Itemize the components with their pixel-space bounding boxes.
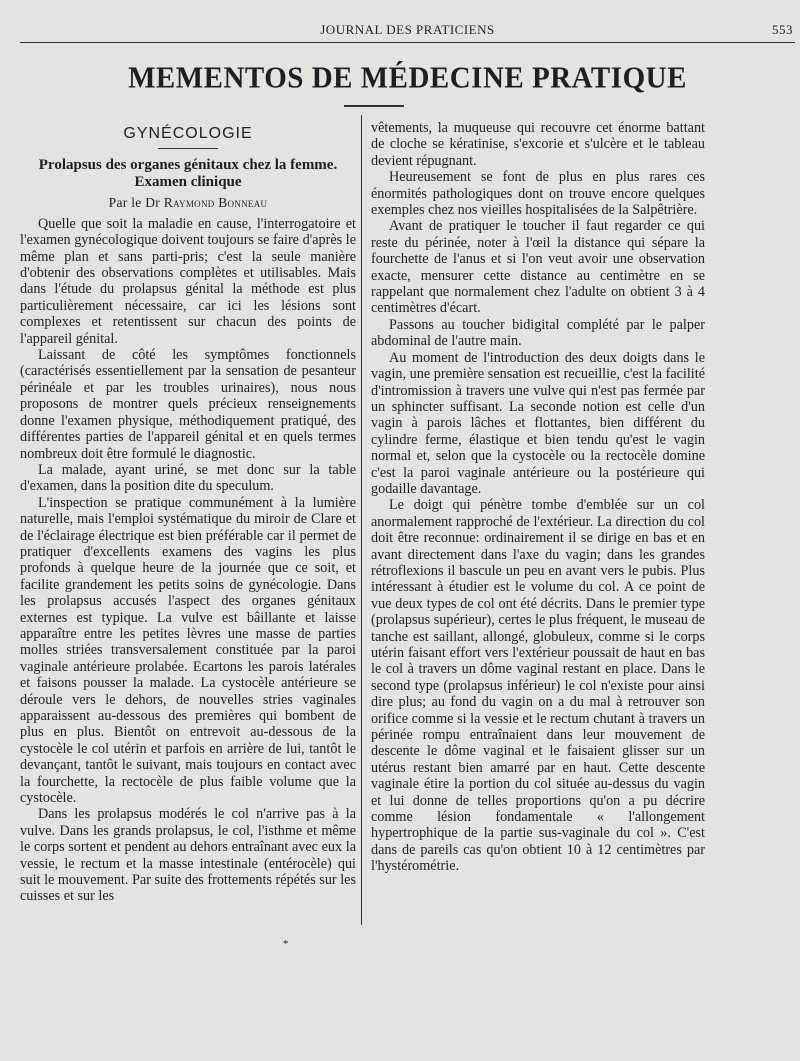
article-title <box>20 157 356 191</box>
byline <box>20 195 356 211</box>
page-number: 553 <box>772 22 793 37</box>
journal-title: JOURNAL DES PRATICIENS <box>320 22 495 37</box>
paragraph: Quelle que soit la maladie en cause, l'interrogatoire et l'examen gynécologique doivent toujours se faire d'après le même plan et sans parti-pris; c'est la seule manière d'obtenir des observations complètes et utilisables. Mais dans l'étude du prolapsus génital la méthode est plus particulièrement nécessaire, car ici les lésions sont complexes et retentissent sur chacun des points de l'appareil génital. <box>20 215 356 347</box>
paragraph: Laissant de côté les symptômes fonctionnels (caractérisés essentiellement par la sensation de pesanteur périnéale et par les troubles urinaires), nous nous proposons de montrer quels précieux renseignements donne l'examen physique, méthodiquement pratiqué, des différentes parties de l'appareil génital et en quels termes nombreux doit être formulé le diagnostic. <box>20 347 356 462</box>
left-column <box>20 120 356 905</box>
article-title-line2: Examen clinique <box>134 174 242 191</box>
paragraph: Heureusement se font de plus en plus rares ces énormités pathologiques dont on trouve encore quelques exemples chez nos vieilles hospitalisées de la Salpêtrière. <box>371 169 705 219</box>
header-rule <box>20 42 795 43</box>
section-heading: GYNÉCOLOGIE <box>123 125 253 142</box>
paragraph: Avant de pratiquer le toucher il faut regarder ce qui reste du périnée, noter à l'œil la distance qui sépare la fourchette de l'anus et si l'on veut avoir une observation exacte, mensurer cette distance au centimètre en se rappelant que normalement chez l'adulte on obtient 3 à 4 centimètres d'écart. <box>371 218 705 317</box>
paragraph: Le doigt qui pénètre tombe d'emblée sur un col anormalement rapproché de l'extérieur. La direction du col doit être reconnue: ordinairement il se dirige en bas et en avant directement dans l'axe du vagin; dans les grandes rétroflexions il bascule un peu en avant vers le pubis. Plus intéressant à étudier est le volume du col. A ce point de vue deux types de col ont été décrits. Dans le premier type (prolapsus supérieur), certes le plus fréquent, le museau de tanche est saillant, allongé, globuleux, comme si le corps utérin faisant effort vers l'extérieur poussait de haut en bas le col à travers un dôme vaginal restant en place. Dans le second type (prolapsus inférieur) le col n'existe pour ainsi dire plus; au fond du vagin on a du mal à retrouver son orifice comme si la vessie et le rectum chutant à travers un périnée rompu entraînaient dans leur mouvement de descente le dôme vaginal et le faisaient glisser sur un utérus restant bien amarré par en haut. Cette descente vaginale étire la portion du col située au-dessus du vagin et lui donne de telles proportions qu'on a pu décrire comme lésion fondamentale « l'allongement hypertrophique de la partie sus-vaginale du col ». C'est dans de pareils cas qu'on obtient 10 à 12 centimètres par l'hystérométrie. <box>371 497 705 875</box>
paragraph-continued: vêtements, la muqueuse qui recouvre cet énorme battant de cloche se kératinise, s'excorie et s'ulcère et le tableau devient répugnant. <box>371 120 705 169</box>
column-divider <box>361 115 362 925</box>
byline-prefix: Par le Dr <box>108 195 161 211</box>
article-title-line1: Prolapsus des organes génitaux chez la femme. <box>38 157 338 174</box>
footer-mark: * <box>283 938 289 950</box>
byline-author: Raymond Bonneau <box>163 195 268 211</box>
paragraph: Passons au toucher bidigital complété par le palper abdominal de l'autre main. <box>371 316 705 350</box>
section-rule <box>158 148 218 149</box>
paragraph: Au moment de l'introduction des deux doigts dans le vagin, une première sensation est recueillie, c'est la facilité d'intromission à travers une vulve qui n'est pas fermée par un sphincter suffisant. La seconde notion est celle d'un vagin à parois lâches et flottantes, bien différent du cylindre ferme, élastique et bien tendu qu'est le vagin normal et, selon que la cystocèle ou la rectocèle domine c'est la paroi vaginale antérieure ou la postérieure qui godaille davantage. <box>371 349 705 497</box>
paragraph: L'inspection se pratique communément à la lumière naturelle, mais l'emploi systématique du miroir de Clare et de l'éclairage électrique est bien préférable car il permet de pratiquer d'excellents examens des vagins les plus profonds à quelque heure de la journée que ce soit, et facilite grandement les petits soins de gynécologie. Dans les prolapsus accusés l'aspect des organes génitaux externes est typique. La vulve est bâillante et laisse apparaître entre les petites lèvres une masse de parties molles striées transversalement constituée par la paroi vaginale antérieure prolabée. Ecartons les parois latérales et faisons pousser la malade. La cystocèle antérieure se déroule vers le dehors, de nouvelles stries vaginales apparaissent au-dessous des premières qui bombent de plus en plus. Bientôt on entrevoit au-dessous de la cystocèle le col utérin et parfois en arrière de lui, tantôt le devançant, tantôt le suivant, mais toujours en contact avec la fourchette, la rectocèle de plus faible volume que la cystocèle. <box>20 494 356 807</box>
right-column <box>371 120 705 875</box>
title-ornament <box>344 105 404 107</box>
page-title: MEMENTOS DE MÉDECINE PRATIQUE <box>128 61 687 95</box>
paragraph: La malade, ayant uriné, se met donc sur la table d'examen, dans la position dite du speculum. <box>20 461 356 495</box>
paragraph: Dans les prolapsus modérés le col n'arrive pas à la vulve. Dans les grands prolapsus, le col, l'isthme et même le corps sortent et pendent au dehors entraînant avec eux la vessie, le rectum et la masse intestinale (entérocèle) qui suit le mouvement. Par suite des frottements répétés sur les cuisses et sur les <box>20 806 356 905</box>
running-header <box>20 18 795 42</box>
